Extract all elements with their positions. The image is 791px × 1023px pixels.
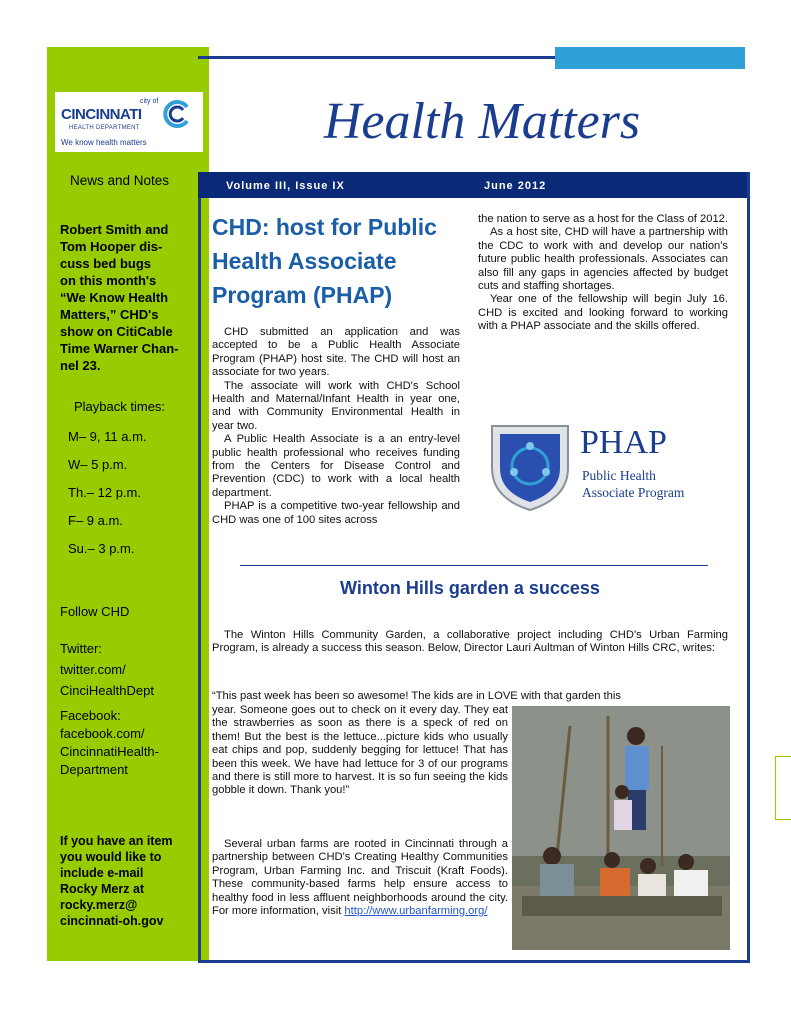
news-line: cuss bed bugs bbox=[60, 256, 152, 271]
playback-time: Th.– 12 p.m. bbox=[68, 485, 141, 500]
facebook-line: facebook.com/ bbox=[60, 726, 145, 741]
urban-farms-paragraph bbox=[212, 838, 508, 918]
phap-line1: Public Health bbox=[582, 468, 656, 483]
logo-dept: HEALTH DEPARTMENT bbox=[69, 125, 140, 131]
article1-paragraph: PHAP is a competitive two-year fellowship and CHD was one of 100 sites across bbox=[212, 500, 460, 526]
news-line: nel 23. bbox=[60, 358, 101, 373]
article1-column2 bbox=[478, 213, 728, 334]
farms-text: Several urban farms are rooted in Cincinnati through a partnership between CHD's Creating Healthy Communities Program, Urban Farming Inc. and Triscuit (Kraft Foods). These community-based farms help ensure access to healthy food in less affluent neighborhoods around the city. For more information, visit bbox=[212, 838, 508, 918]
playback-time: W– 5 p.m. bbox=[68, 457, 128, 472]
top-accent-block bbox=[555, 47, 745, 69]
logo-tagline: We know health matters bbox=[61, 138, 147, 147]
twitter-line: twitter.com/ bbox=[60, 662, 126, 677]
quote-line: “This past week has been so awesome! The kids are in LOVE with that garden this bbox=[212, 690, 621, 702]
twitter-info[interactable] bbox=[60, 638, 154, 701]
article2-title: Winton Hills garden a success bbox=[340, 578, 600, 598]
urban-farming-link[interactable]: http://www.urbanfarming.org/ bbox=[344, 905, 488, 918]
contact-line: you would like to bbox=[60, 850, 162, 864]
contact-line: include e-mail bbox=[60, 866, 144, 880]
issue-bar bbox=[198, 172, 747, 198]
logo-name: CINCINNATI bbox=[61, 106, 142, 123]
contact-line: Rocky Merz at bbox=[60, 882, 145, 896]
phap-shield-icon bbox=[484, 418, 576, 514]
quote-body bbox=[212, 704, 508, 798]
issue-volume: Volume III, Issue IX bbox=[226, 180, 345, 192]
playback-time: Su.– 3 p.m. bbox=[68, 541, 135, 556]
page-edge-tab bbox=[775, 756, 791, 820]
facebook-line: CincinnatiHealth- bbox=[60, 744, 159, 759]
article1-column1 bbox=[212, 326, 460, 527]
phap-abbr: PHAP bbox=[580, 424, 667, 461]
news-notes-title: News and Notes bbox=[70, 173, 170, 188]
news-notes-body bbox=[60, 221, 178, 374]
issue-date: June 2012 bbox=[484, 180, 547, 192]
twitter-line: CinciHealthDept bbox=[60, 683, 154, 698]
article1-title bbox=[212, 210, 452, 312]
quote-rest: year. Someone goes out to check on it every day. They eat the strawberries as soon as there is a speck of red on them! But the best is the lettuce...picture kids who usually eat chips and pop, suddenly begging for lettuce! That has been this week. We have had lettuce for 3 of our programs and there is still more to harvest. It is so fun seeing the kids gobble it down. Thank you!” bbox=[212, 704, 508, 797]
news-line: “We Know Health bbox=[60, 290, 169, 305]
logo-city: city of bbox=[140, 98, 159, 105]
article1-paragraph: Year one of the fellowship will begin July 16. CHD is excited and looking forward to working with a PHAP associate and the skills offered. bbox=[478, 293, 728, 333]
article1-paragraph: As a host site, CHD will have a partnership with the CDC to work with and develop our nation's future public health professionals. Associates can also fill any gaps in agencies affected by budget cuts and staffing shortages. bbox=[478, 226, 728, 293]
article1-paragraph: A Public Health Associate is a an entry-level public health professional who receives funding from the Centers for Disease Control and Prevention (CDC) to work with a local health department. bbox=[212, 433, 460, 499]
facebook-info[interactable] bbox=[60, 707, 159, 779]
cincinnati-health-logo bbox=[55, 92, 203, 152]
masthead-title: Health Matters bbox=[323, 93, 641, 150]
follow-chd: Follow CHD bbox=[60, 604, 130, 619]
article1-paragraph: The associate will work with CHD's School Health and Maternal/Infant Health in year one, and with Community Environmental Health in year two. bbox=[212, 379, 460, 432]
garden-kids-photo bbox=[512, 706, 730, 950]
contact-line: cincinnati-oh.gov bbox=[60, 914, 164, 928]
news-line: Tom Hooper dis- bbox=[60, 239, 163, 254]
playback-title: Playback times: bbox=[74, 399, 166, 414]
quote-first-line bbox=[212, 690, 728, 703]
article1-title-line: Health Associate bbox=[212, 248, 397, 274]
playback-times bbox=[68, 428, 147, 568]
contact-info bbox=[60, 833, 173, 929]
news-line: Matters,” CHD's bbox=[60, 307, 159, 322]
article1-title-line: CHD: host for Public bbox=[212, 214, 437, 240]
contact-line: rocky.merz@ bbox=[60, 898, 138, 912]
phap-logo bbox=[484, 418, 734, 514]
facebook-line: Department bbox=[60, 762, 128, 777]
playback-time: F– 9 a.m. bbox=[68, 513, 123, 528]
logo-ring-icon bbox=[162, 99, 192, 129]
playback-time: M– 9, 11 a.m. bbox=[68, 429, 147, 444]
contact-line: If you have an item bbox=[60, 834, 173, 848]
news-line: show on CitiCable bbox=[60, 324, 173, 339]
article1-title-line: Program (PHAP) bbox=[212, 282, 393, 308]
section-divider bbox=[240, 565, 708, 566]
article1-paragraph: CHD submitted an application and was accepted to be a Public Health Associate Program (PHAP) host site. The CHD will host an associate for two years. bbox=[212, 326, 460, 379]
phap-line2: Associate Program bbox=[582, 485, 685, 500]
article1-paragraph: the nation to serve as a host for the Class of 2012. bbox=[478, 213, 729, 225]
news-line: on this month's bbox=[60, 273, 157, 288]
news-line: Robert Smith and bbox=[60, 222, 169, 237]
facebook-line: Facebook: bbox=[60, 708, 121, 723]
article2-intro bbox=[212, 629, 728, 656]
news-line: Time Warner Chan- bbox=[60, 341, 179, 356]
intro-paragraph: The Winton Hills Community Garden, a collaborative project including CHD's Urban Farming Program, is already a success this season. Below, Director Lauri Aultman of Winton Hills CRC, writes: bbox=[212, 629, 728, 655]
twitter-line: Twitter: bbox=[60, 641, 102, 656]
